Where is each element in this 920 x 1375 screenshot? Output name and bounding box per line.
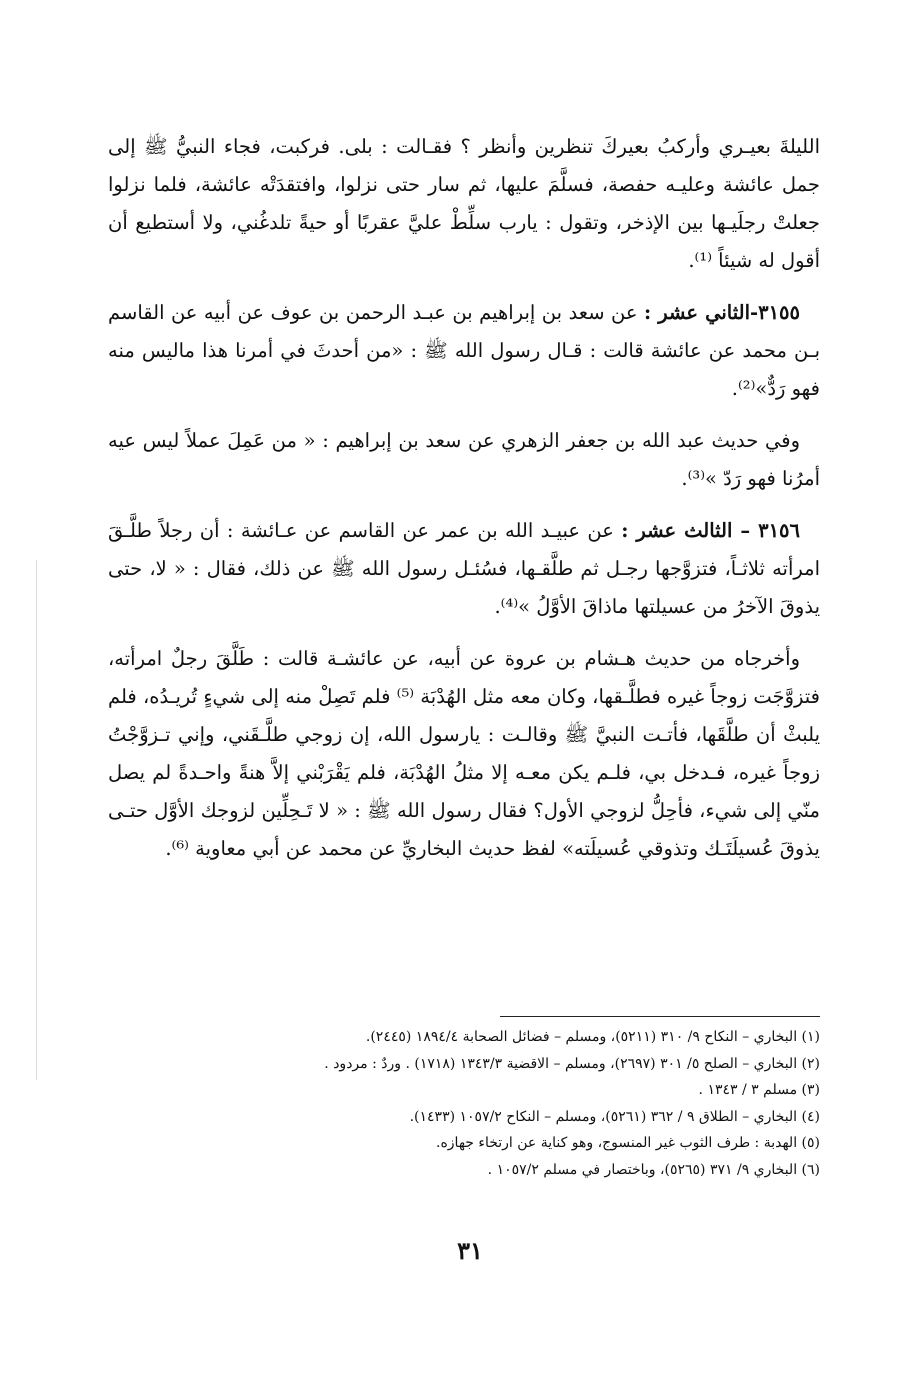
- paragraph-text: وفي حديث عبد الله بن جعفر الزهري عن سعد بن إبراهيم : « من عَمِلَ عملاً ليس عيه أمرُنا فهو رَدّ »⁽³⁾.: [108, 429, 820, 490]
- footnote-divider: [500, 1016, 820, 1017]
- page-number: ٣١: [457, 1236, 483, 1265]
- paragraph-text: عن عبيـد الله بن عمر عن القاسم عن عـائشة : أن رجلاً طلَّـقَ امرأته ثلاثـاً، فتزوَّجها رجـل ثم طلَّقـها، فسُئـل رسول الله ﷺ عن ذلك، فقال : « لا، حتى يذوقَ الآخرُ من عسيلتها ماذاقَ الأوَّلُ »⁽⁴⁾.: [108, 519, 820, 618]
- paragraph-text: عن سعد بن إبراهيم بن عبـد الرحمن بن عوف عن أبيه عن القاسم بـن محمد عن عائشة قالت : قـال رسول الله ﷺ : «من أحدثَ في أمرنا هذا ماليس منه فهو رَدٌّ»⁽²⁾.: [108, 301, 820, 400]
- paragraph-text: وأخرجاه من حديث هـشام بن عروة عن أبيه، عن عائشـة قالت : طَلَّقَ رجلٌ امرأته، فتزوَّجَت زوجاً غيره فطلَّـقها، وكان معه مثل الهُدْبَة ⁽⁵⁾ فلم تَصِلْ منه إلى شيءٍ تُريـدُه، فلم يلبثْ أن طلَّقَها، فأتـت النبيَّ ﷺ وقالـت : يارسول الله، إن زوجي طلَّـقَني، وإني تـزوَّجْتُ زوجاً غيره، فـدخل بي، فلـم يكن معـه إلا مثلُ الهُدْبَة، فلم يَقْرَبْني إلاَّ هنةً واحـدةً لم يصل منّي إلى شيء، فأحِلُّ لزوجي الأول؟ فقال رسول الله ﷺ : « لا تَـحِلِّين لزوجك الأوَّل حتـى يذوقَ عُسيلَتَـك وتذوقي عُسيلَته» لفظ حديث البخاريِّ عن محمد عن أبي معاوية ⁽⁶⁾.: [108, 647, 820, 860]
- footnote-5: (٥) الهدبة : طرف الثوب غير المنسوج، وهو كناية عن ارتخاء جهازه.: [436, 1135, 820, 1151]
- footnote-4: (٤) البخاري – الطلاق ٩ / ٣٦٢ (٥٢٦١)، ومسلم – النكاح ١٠٥٧/٢ (١٤٣٣).: [409, 1108, 820, 1125]
- scan-artifact-line: [36, 560, 37, 1080]
- paragraph-hadith-3156: [108, 512, 820, 626]
- paragraph-1: [108, 128, 820, 280]
- footnotes: [108, 1024, 820, 1183]
- paragraph-5: [108, 640, 820, 868]
- hadith-heading: ٣١٥٦ – الثالث عشر :: [621, 519, 800, 542]
- footnote-6: (٦) البخاري ٩/ ٣٧١ (٥٢٦٥)، وباختصار في مسلم ١٠٥٧/٢ .: [487, 1161, 820, 1178]
- footnote-2: (٢) البخاري – الصلح ٥/ ٣٠١ (٢٦٩٧)، ومسلم – الاقضية ١٣٤٣/٣ (١٧١٨) . وردٌ : مردود .: [324, 1055, 820, 1072]
- paragraph-hadith-3155: [108, 294, 820, 408]
- main-text: [108, 128, 820, 882]
- paragraph-text: الليلةَ بعيـري وأركبُ بعيركَ تنظرين وأنظر ؟ فقـالت : بلى. فركبت، فجاء النبيُّ ﷺ إلى جمل عائشة وعليـه حفصة، فسلَّمَ عليها، ثم سار حتى نزلوا، وافتقدَتْه عائشة، فلما نزلوا جعلتْ رجلَيـها بين الإذخر، وتقول : يارب سلِّطْ عليَّ عقربًا أو حيةً تلدغُني، ولا أستطيع أن أقول له شيئاً ⁽¹⁾.: [108, 135, 820, 272]
- paragraph-3: [108, 422, 820, 498]
- hadith-heading: ٣١٥٥-الثاني عشر :: [644, 301, 800, 324]
- footnote-3: (٣) مسلم ٣ / ١٣٤٣ .: [698, 1082, 820, 1098]
- footnote-1: (١) البخاري – النكاح ٩/ ٣١٠ (٥٢١١)، ومسلم – فضائل الصحابة ١٨٩٤/٤ (٢٤٤٥).: [365, 1029, 820, 1045]
